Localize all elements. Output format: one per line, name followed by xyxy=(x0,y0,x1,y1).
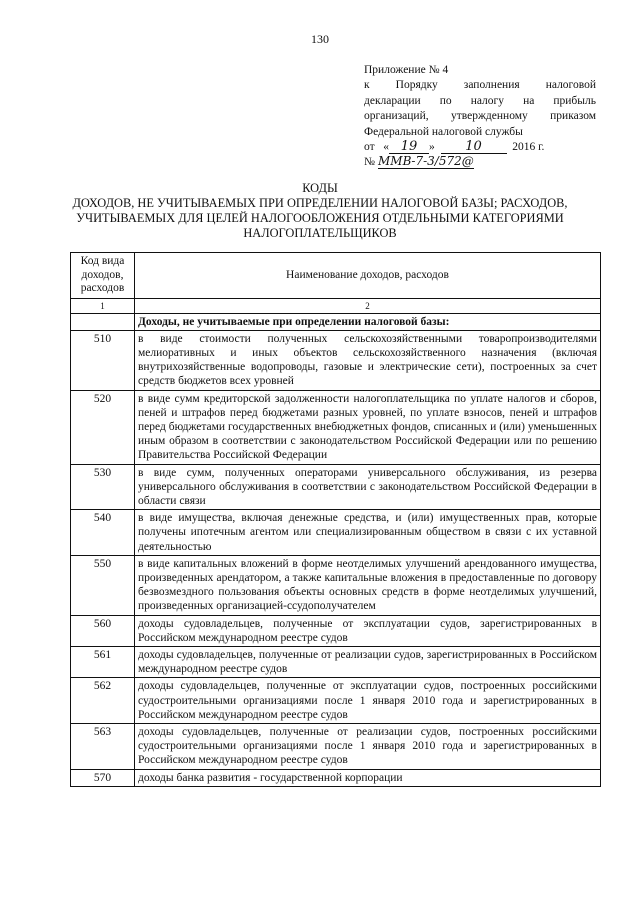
row-code: 550 xyxy=(71,555,135,615)
appendix-line: к Порядку заполнения налоговой xyxy=(364,79,596,92)
appendix-number xyxy=(364,155,596,170)
appendix-block xyxy=(364,63,596,171)
column-number: 1 xyxy=(71,298,135,313)
row-text: доходы судовладельцев, полученные от эксплуатации судов, построенных российскими судостроительными организациями после 1 января 2010 года и зарегистрированных в Российском международном реестре судов xyxy=(135,678,601,724)
date-prefix: от xyxy=(364,141,375,154)
date-month: 10 xyxy=(441,140,507,154)
row-text: в виде капитальных вложений в форме неотделимых улучшений арендованного имущества, произведенных арендатором, а также капитальные вложения в предоставленные по договору безвозмездного пользования объекты основных средств в форме неотделимых улучшений, произведенных организацией-ссудополучателем xyxy=(135,555,601,615)
row-code: 570 xyxy=(71,769,135,786)
order-number: ММВ-7-3/572@ xyxy=(378,154,474,169)
table-header-row xyxy=(71,253,601,299)
row-code: 530 xyxy=(71,464,135,510)
row-code: 560 xyxy=(71,615,135,646)
row-text: доходы судовладельцев, полученные от реализации судов, зарегистрированных в Российском международном реестре судов xyxy=(135,646,601,677)
title-line: КОДЫ xyxy=(302,181,338,195)
row-text: в виде сумм, полученных операторами универсального обслуживания, из резерва универсального обслуживания в соответствии с законодательством Российской Федерации в области связи xyxy=(135,464,601,510)
row-code: 540 xyxy=(71,510,135,556)
table-row xyxy=(71,464,601,510)
row-code: 510 xyxy=(71,330,135,390)
table-row xyxy=(71,555,601,615)
row-text: в виде сумм кредиторской задолженности налогоплательщика по уплате налогов и сборов, пеней и штрафов перед бюджетами разных уровней, по уплате взносов, пеней и штрафов перед бюджетами государственных внебюджетных фондов, списанных и (или) уменьшенных иным образом в соответствии с законодательством Российской Федерации или по решению Правительства Российской Федерации xyxy=(135,390,601,464)
section-row xyxy=(71,313,601,330)
header-name: Наименование доходов, расходов xyxy=(135,253,601,299)
row-code: 562 xyxy=(71,678,135,724)
row-text: доходы судовладельцев, полученные от реализации судов, построенных российскими судостроительными организациями после 1 января 2010 года и зарегистрированных в Российском международном реестре судов xyxy=(135,723,601,769)
title-line: ДОХОДОВ, НЕ УЧИТЫВАЕМЫХ ПРИ ОПРЕДЕЛЕНИИ НАЛОГОВОЙ БАЗЫ; РАСХОДОВ, xyxy=(72,196,568,210)
table-row xyxy=(71,510,601,556)
title-line: НАЛОГОПЛАТЕЛЬЩИКОВ xyxy=(243,226,397,240)
date-year: 2016 г. xyxy=(512,141,545,154)
date-day: 19 xyxy=(389,140,429,154)
appendix-title: Приложение № 4 xyxy=(364,64,449,76)
page-number: 130 xyxy=(311,32,329,46)
section-title: Доходы, не учитываемые при определении налоговой базы: xyxy=(135,313,601,330)
table-row xyxy=(71,615,601,646)
column-number-row xyxy=(71,298,601,313)
header-code: Код вида доходов, расходов xyxy=(71,253,135,299)
document-title xyxy=(40,181,600,241)
table-row xyxy=(71,646,601,677)
title-line: УЧИТЫВАЕМЫХ ДЛЯ ЦЕЛЕЙ НАЛОГООБЛОЖЕНИЯ ОТДЕЛЬНЫМИ КАТЕГОРИЯМИ xyxy=(76,211,564,225)
row-code: 520 xyxy=(71,390,135,464)
table-row xyxy=(71,723,601,769)
appendix-line: Федеральной налоговой службы xyxy=(364,125,523,138)
table-row xyxy=(71,330,601,390)
appendix-date: от « 19 » 10 2016 г. xyxy=(364,139,545,155)
row-text: в виде стоимости полученных сельскохозяйственными товаропроизводителями мелиоративных и иных объектов сельскохозяйственного назначения (включая внутрихозяйственные водопроводы, газовые и электрические сети), построенных за счет средств бюджетов всех уровней xyxy=(135,330,601,390)
table-row xyxy=(71,678,601,724)
table-row xyxy=(71,390,601,464)
appendix-line: организаций, утвержденному приказом xyxy=(364,110,596,123)
appendix-line: декларации по налогу на прибыль xyxy=(364,94,596,107)
row-text: доходы судовладельцев, полученные от эксплуатации судов, зарегистрированных в Российском международном реестре судов xyxy=(135,615,601,646)
table-row xyxy=(71,769,601,786)
row-text: доходы банка развития - государственной корпорации xyxy=(135,769,601,786)
column-number: 2 xyxy=(135,298,601,313)
row-code: 563 xyxy=(71,723,135,769)
row-text: в виде имущества, включая денежные средства, и (или) имущественных прав, которые получены ипотечным агентом или специализированным обществом в связи с их уставной деятельностью xyxy=(135,510,601,556)
number-prefix: № xyxy=(364,156,375,169)
row-code: 561 xyxy=(71,646,135,677)
codes-table xyxy=(70,252,601,787)
